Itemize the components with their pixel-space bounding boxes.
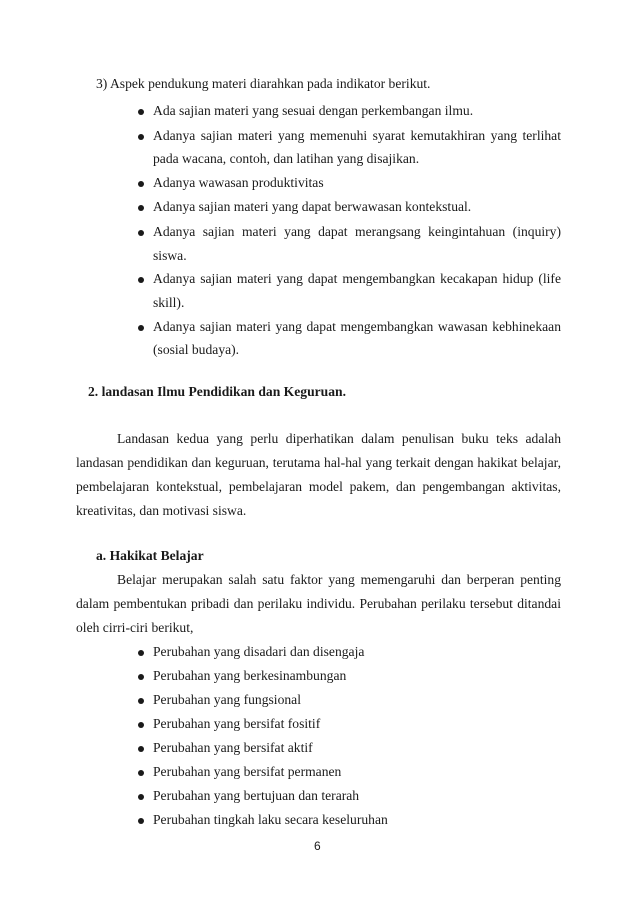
aspect-bullet-4: Adanya sajian materi yang dapat berwawasan kontekstual. (153, 199, 472, 214)
bullet-icon (138, 205, 144, 211)
aspect-bullet-2-line-2: pada wacana, contoh, dan latihan yang disajikan. (153, 151, 420, 166)
paragraph-line-2: landasan pendidikan dan keguruan, terutama hal-hal yang terkait dengan hakikat belajar, (76, 455, 561, 470)
aspect-bullet-7-line-2: (sosial budaya). (153, 342, 240, 357)
change-bullet-6: Perubahan yang bersifat permanen (153, 764, 342, 779)
bullet-icon (138, 818, 144, 824)
bullet-icon (138, 650, 144, 656)
subsection-paragraph-line-2: dalam pembentukan pribadi dan perilaku individu. Perubahan perilaku tersebut ditandai (76, 596, 561, 611)
paragraph-line-1: Landasan kedua yang perlu diperhatikan dalam penulisan buku teks adalah (117, 431, 561, 446)
aspect-heading: 3) Aspek pendukung materi diarahkan pada indikator berikut. (96, 76, 431, 91)
change-bullet-7: Perubahan yang bertujuan dan terarah (153, 788, 360, 803)
section-heading: 2. landasan Ilmu Pendidikan dan Keguruan. (88, 384, 346, 399)
aspect-bullet-6-line-2: skill). (153, 295, 185, 310)
aspect-bullet-5-line-1: Adanya sajian materi yang dapat merangsang keingintahuan (inquiry) (153, 224, 561, 239)
bullet-icon (138, 230, 144, 236)
paragraph-line-3: pembelajaran kontekstual, pembelajaran model pakem, dan pengembangan aktivitas, (76, 479, 561, 494)
aspect-bullet-5-line-2: siswa. (153, 248, 187, 263)
aspect-bullet-6-line-1: Adanya sajian materi yang dapat mengembangkan kecakapan hidup (life (153, 271, 561, 286)
bullet-icon (138, 277, 144, 283)
aspect-bullet-1: Ada sajian materi yang sesuai dengan perkembangan ilmu. (153, 103, 474, 118)
subsection-paragraph-line-1: Belajar merupakan salah satu faktor yang memengaruhi dan berperan penting (117, 572, 561, 587)
change-bullet-3: Perubahan yang fungsional (153, 692, 301, 707)
change-bullet-4: Perubahan yang bersifat fositif (153, 716, 321, 731)
bullet-icon (138, 770, 144, 776)
subsection-paragraph-line-3: oleh cirri-ciri berikut, (76, 620, 194, 635)
page-number: 6 (314, 839, 321, 853)
bullet-icon (138, 746, 144, 752)
change-bullet-5: Perubahan yang bersifat aktif (153, 740, 313, 755)
aspect-bullet-7-line-1: Adanya sajian materi yang dapat mengembangkan wawasan kebhinekaan (153, 319, 561, 334)
bullet-icon (138, 698, 144, 704)
bullet-icon (138, 722, 144, 728)
aspect-bullet-3: Adanya wawasan produktivitas (153, 175, 324, 190)
change-bullet-1: Perubahan yang disadari dan disengaja (153, 644, 365, 659)
bullet-icon (138, 134, 144, 140)
bullet-icon (138, 674, 144, 680)
bullet-icon (138, 794, 144, 800)
bullet-icon (138, 325, 144, 331)
change-bullet-8: Perubahan tingkah laku secara keseluruhan (153, 812, 388, 827)
change-bullet-2: Perubahan yang berkesinambungan (153, 668, 347, 683)
bullet-icon (138, 109, 144, 115)
aspect-bullet-2-line-1: Adanya sajian materi yang memenuhi syarat kemutakhiran yang terlihat (153, 128, 561, 143)
bullet-icon (138, 181, 144, 187)
subsection-heading: a. Hakikat Belajar (96, 548, 204, 563)
paragraph-line-4: kreativitas, dan motivasi siswa. (76, 503, 247, 518)
